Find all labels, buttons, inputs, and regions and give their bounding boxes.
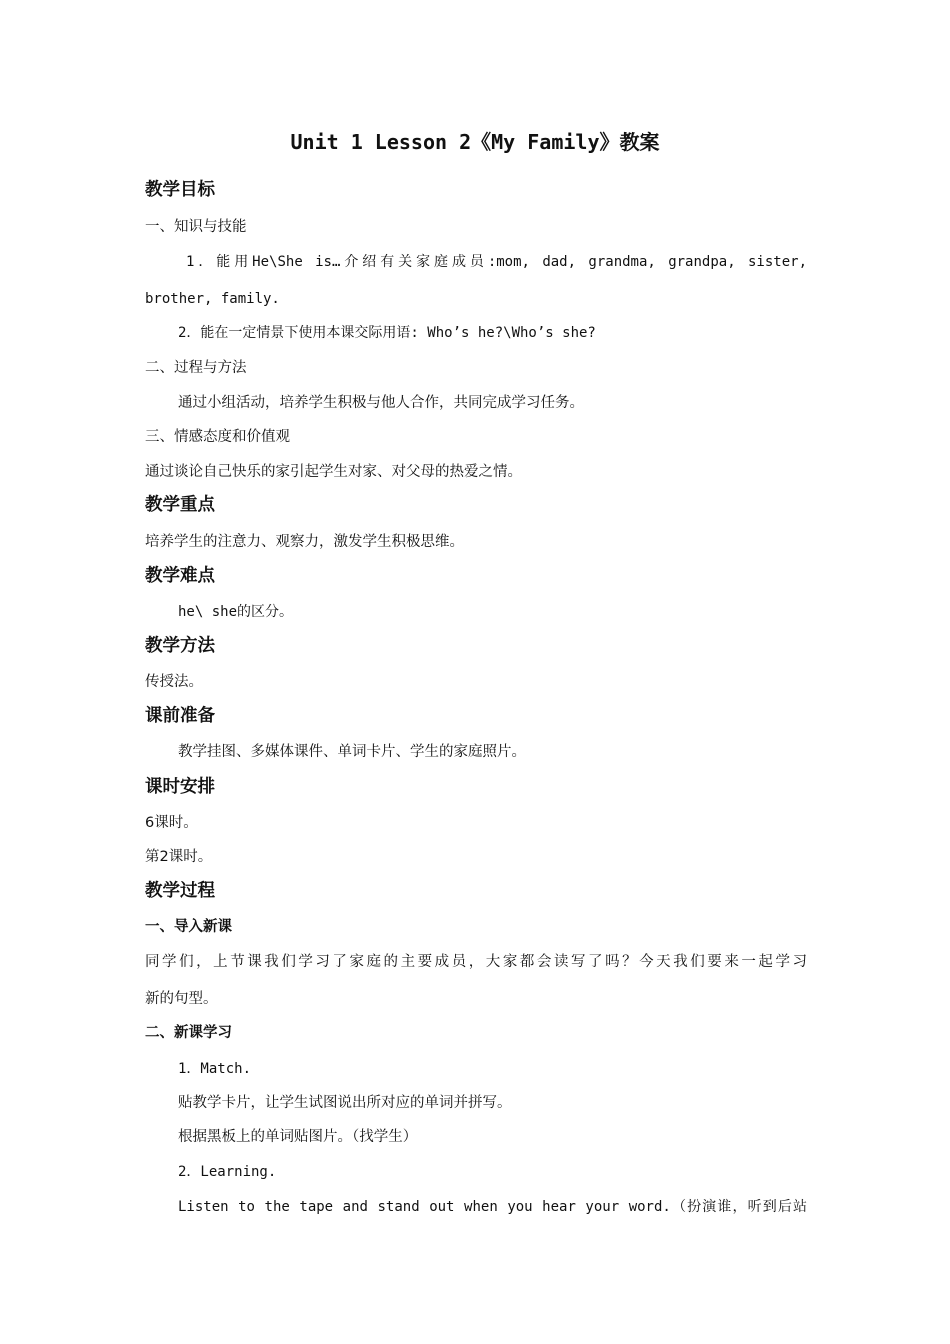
attitude-heading: 三、情感态度和价值观 — [145, 429, 290, 445]
knowledge-item-1-line-1: 1．能用He\She is…介绍有关家庭成员:mom, dad, grandma, grandpa, sister, — [186, 254, 807, 270]
step-1-text-1: 贴教学卡片，让学生试图说出所对应的单词并拼写。 — [178, 1095, 512, 1111]
procedure-heading: 教学过程 — [145, 881, 215, 901]
key-points-heading: 教学重点 — [145, 495, 215, 515]
step-1-text-2: 根据黑板上的单词贴图片。（找学生） — [178, 1129, 418, 1145]
schedule-current: 第2课时。 — [145, 849, 213, 865]
preparation-text: 教学挂图、多媒体课件、单词卡片、学生的家庭照片。 — [178, 744, 526, 760]
objectives-heading: 教学目标 — [145, 180, 215, 200]
method-text: 传授法。 — [145, 674, 203, 690]
intro-heading: 一、导入新课 — [145, 919, 232, 935]
document-title: Unit 1 Lesson 2《My Family》教案 — [290, 130, 660, 154]
knowledge-heading: 一、知识与技能 — [145, 219, 247, 235]
attitude-text: 通过谈论自己快乐的家引起学生对家、对父母的热爱之情。 — [145, 464, 522, 480]
preparation-heading: 课前准备 — [145, 706, 215, 726]
knowledge-item-1-line-2: brother, family. — [145, 291, 280, 307]
intro-text-line-1: 同学们，上节课我们学习了家庭的主要成员，大家都会读写了吗？今天我们要来一起学习 — [145, 954, 807, 970]
knowledge-item-2: 2．能在一定情景下使用本课交际用语: Who’s he?\Who’s she? — [178, 325, 596, 341]
process-method-heading: 二、过程与方法 — [145, 360, 247, 376]
process-method-text: 通过小组活动，培养学生积极与他人合作，共同完成学习任务。 — [178, 395, 584, 411]
step-1-label: 1．Match. — [178, 1061, 252, 1077]
new-lesson-heading: 二、新课学习 — [145, 1025, 232, 1041]
key-points-text: 培养学生的注意力、观察力，激发学生积极思维。 — [145, 534, 464, 550]
method-heading: 教学方法 — [145, 636, 215, 656]
schedule-heading: 课时安排 — [145, 777, 215, 797]
difficulties-heading: 教学难点 — [145, 566, 215, 586]
schedule-total: 6课时。 — [145, 815, 198, 831]
difficulties-text: he\ she的区分。 — [178, 604, 294, 620]
step-2-text: Listen to the tape and stand out when you hear your word.（扮演谁，听到后站 — [178, 1199, 807, 1215]
intro-text-line-2: 新的句型。 — [145, 991, 218, 1007]
step-2-label: 2．Learning. — [178, 1164, 277, 1180]
